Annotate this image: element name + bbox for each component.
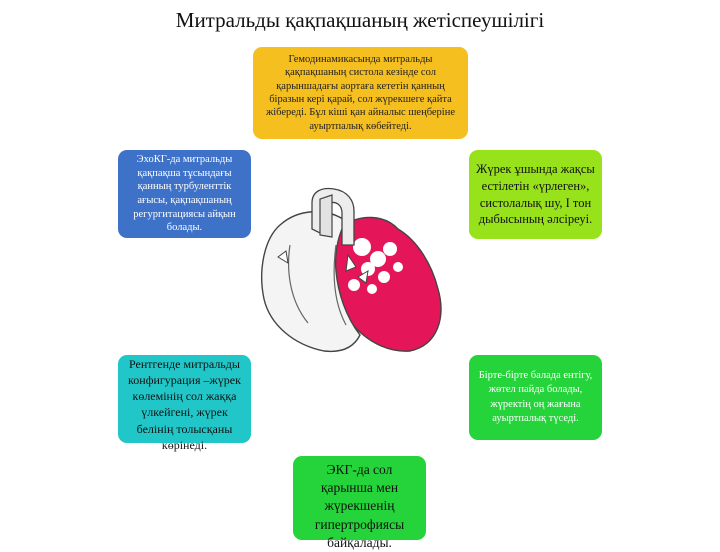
symptoms-text: Бірте-бірте балада ентігу, жөтел пайда болады, жүректің оң жағына ауыртпалық түседі.	[478, 370, 593, 424]
pulmonary-trunk-shape	[320, 195, 332, 237]
hemodynamics-text: Гемодинамикасында митральды қақпақшаның систола кезінде сол қарыншадағы аортаға кететін қанның біразын кері қарай, сол жүрекшеге қайта жібереді. Бұл кіші қан айналыс шеңберіне ауыртпалық көбейтеді.	[265, 53, 456, 132]
hemodynamics-box	[253, 47, 468, 139]
auscultation-box	[469, 150, 602, 239]
ecg-text: ЭКГ-да сол қарынша мен жүрекшенің гипертрофиясы байқалады.	[314, 462, 405, 550]
xray-text: Рентгенде митральды конфигурация –жүрек көлемінің сол жаққа үлкейгені, жүрек белінің толысқаны көрінеді.	[128, 356, 241, 452]
auscultation-text: Жүрек ұшында жақсы естілетін «үрлеген», систолалық шу, I тон дыбысының әлсіреуі.	[476, 161, 595, 227]
echocardiography-box	[118, 150, 251, 238]
symptoms-box	[469, 355, 602, 440]
xray-box	[118, 355, 251, 452]
ecg-box	[293, 456, 426, 550]
page-title: Митральды қақпақшаның жетіспеушілігі	[175, 8, 545, 32]
echocardiography-text: ЭхоКГ-да митральды қақпақша тұсындағы қанның турбуленттік ағысы, қақпақшаның регургитациясы айқын болады.	[133, 154, 236, 234]
heart-illustration	[250, 185, 470, 355]
